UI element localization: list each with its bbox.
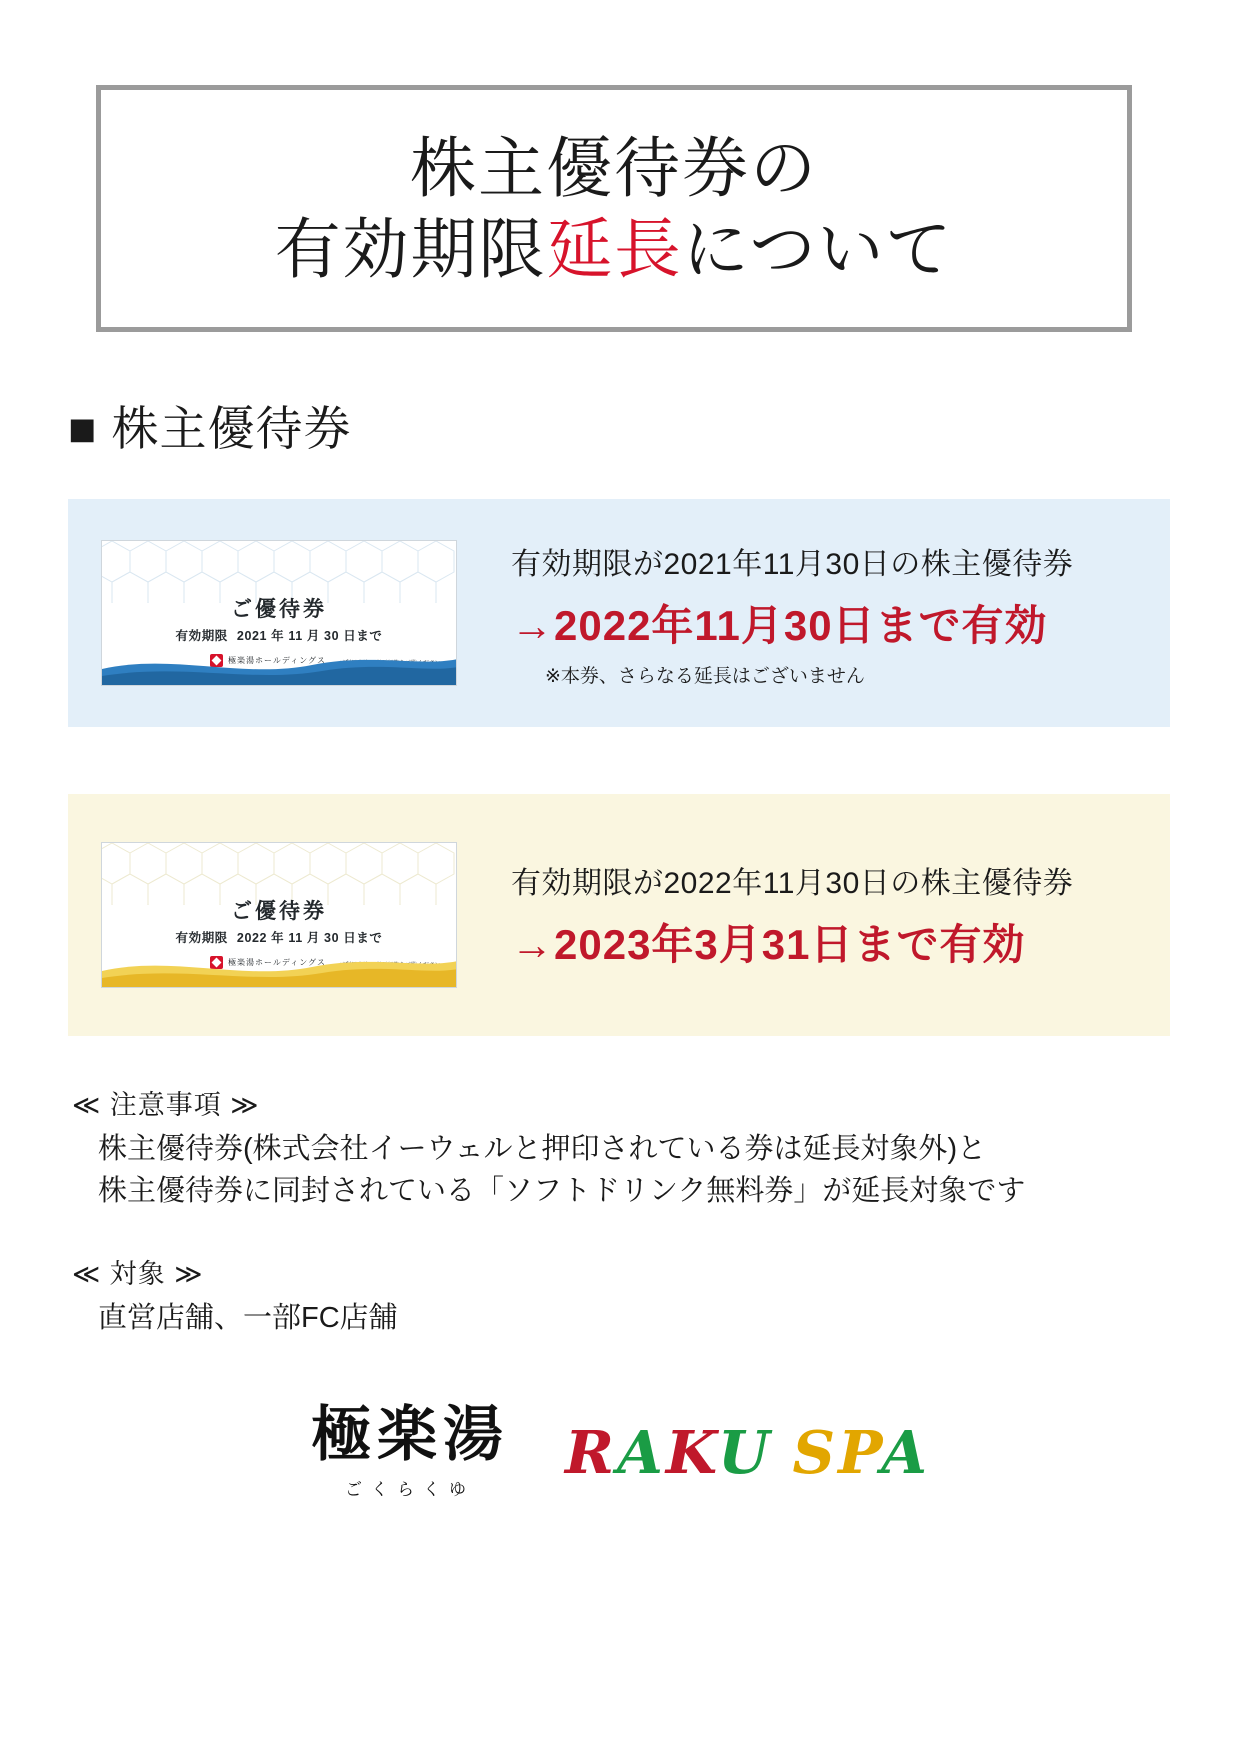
footer-logos	[0, 1400, 1241, 1500]
title-box	[96, 85, 1132, 332]
coupon-validity-label-2022: 有効期限	[175, 931, 228, 945]
wave-graphic-yellow	[102, 951, 457, 987]
coupon-validity-2022	[102, 928, 456, 946]
coupon-card-2021-wrap	[101, 540, 457, 686]
row-text-top-2022: 有効期限が2022年11月30日の株主優待券	[511, 867, 1074, 900]
row-text-top-2021: 有効期限が2021年11月30日の株主優待券	[511, 547, 1074, 581]
section-heading: ■ 株主優待券	[68, 402, 352, 455]
rakuspa-letter-u: U	[718, 1418, 773, 1487]
gokurakuyu-logo	[311, 1400, 510, 1500]
coupon-card-2021	[101, 540, 457, 686]
target-line-1: 直営店舗、一部FC店舗	[98, 1302, 398, 1335]
title-line-1: 株主優待券の	[410, 130, 818, 205]
title-line-2-accent: 延長	[546, 211, 683, 286]
row-text-sub-2021: ※本券、さらなる延長はございません	[545, 665, 865, 687]
rakuspa-logo	[565, 1418, 930, 1487]
rakuspa-letter-r: R	[565, 1418, 618, 1487]
row-text-2022	[511, 858, 1170, 972]
title-line-2-before: 有効期限	[274, 211, 547, 286]
coupon-brand-text-2021: 極楽湯ホールディングス	[228, 656, 326, 665]
coupon-row-2021	[68, 499, 1170, 727]
coupon-validity-label-2021: 有効期限	[175, 629, 228, 643]
caution-line-1: 株主優待券(株式会社イーウェルと押印されている券は延長対象外)と	[98, 1133, 987, 1165]
rakuspa-letter-p: P	[838, 1418, 882, 1487]
coupon-title-2021: ご優待券	[231, 598, 327, 621]
coupon-validity-value-2021: 2021 年 11 月 30 日まで	[236, 629, 383, 643]
coupon-brand-text-2022: 極楽湯ホールディングス	[228, 958, 326, 967]
rakuspa-letter-k: K	[665, 1418, 719, 1487]
rakuspa-letter-a: A	[617, 1418, 666, 1487]
caution-line-2: 株主優待券に同封されている「ソフトドリンク無料券」が延長対象です	[98, 1175, 1026, 1208]
coupon-card-2022	[101, 842, 457, 988]
rakuspa-letter-a2: A	[881, 1418, 930, 1487]
gokurakuyu-logo-kana: ごくらくゆ	[345, 1480, 476, 1499]
row-text-main-2021: →2022年11月30日まで有効	[511, 601, 1048, 649]
coupon-title-2022: ご優待券	[231, 900, 327, 923]
coupon-card-2022-wrap	[101, 842, 457, 988]
coupon-row-2022	[68, 794, 1170, 1036]
title-line-2-after: について	[682, 211, 954, 286]
target-heading: ≪ 対象 ≫	[72, 1259, 204, 1290]
coupon-validity-value-2022: 2022 年 11 月 30 日まで	[236, 931, 383, 945]
rakuspa-letter-s: S	[792, 1418, 839, 1487]
notes-spacer	[72, 1212, 1172, 1252]
caution-heading: ≪ 注意事項 ≫	[72, 1090, 260, 1120]
row-text-main-2022: →2023年3月31日まで有効	[511, 921, 1026, 968]
title-line-2	[275, 209, 954, 290]
gokurakuyu-logo-kanji: 極楽湯	[311, 1400, 510, 1470]
row-text-2021	[511, 539, 1170, 688]
notes-section	[72, 1083, 1172, 1339]
wave-graphic-blue	[102, 649, 457, 685]
coupon-validity-2021	[102, 626, 456, 644]
